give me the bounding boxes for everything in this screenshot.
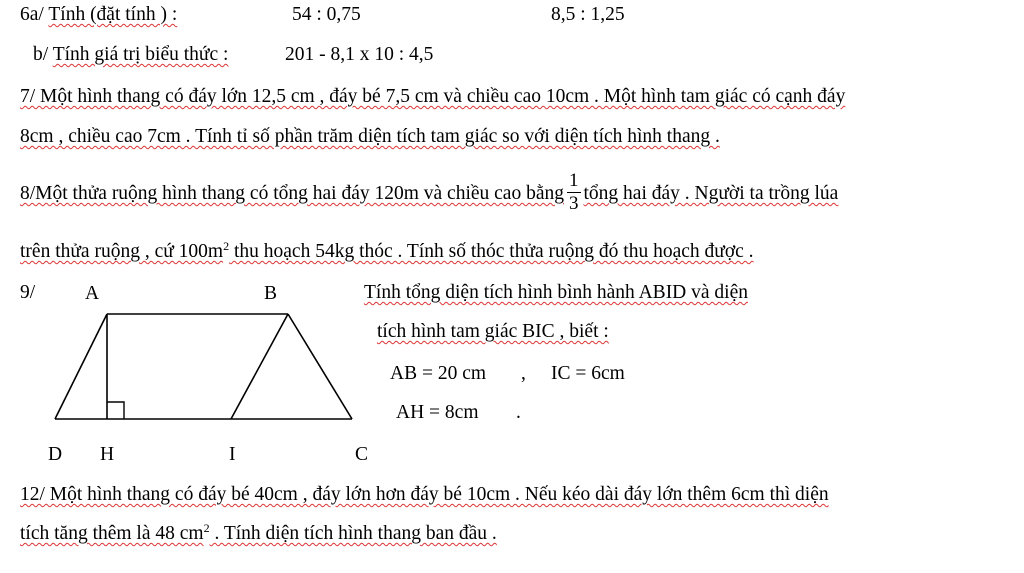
problem-8-text-before: 8/Một thửa ruộng hình thang có tổng hai đáy 120m và chiều cao bằng <box>20 183 564 204</box>
given-ah: AH = 8cm <box>396 402 479 423</box>
problem-8-line2-before: trên thửa ruộng , cứ 100m <box>20 241 224 262</box>
fraction-denominator: 3 <box>569 193 579 215</box>
problem-6b-label: b/ <box>33 44 49 65</box>
problem-12-line2-after: . Tính diện tích hình thang ban đầu . <box>209 523 497 544</box>
problem-9-text-line2: tích hình tam giác BIC , biết : <box>377 321 609 342</box>
point-label-d: D <box>48 444 63 465</box>
point-label-c: C <box>355 444 369 465</box>
problem-6b-title: Tính giá trị biểu thức : <box>52 44 229 65</box>
problem-6a-expr2: 8,5 : 1,25 <box>551 4 625 25</box>
problem-6b-expr: 201 - 8,1 x 10 : 4,5 <box>285 44 434 65</box>
problem-6a-expr1: 54 : 0,75 <box>292 4 361 25</box>
problem-8-text-after: tổng hai đáy . Người ta trồng lúa <box>583 183 839 204</box>
point-label-h: H <box>100 444 115 465</box>
point-label-i: I <box>229 444 236 465</box>
given-ic: IC = 6cm <box>551 363 625 384</box>
problem-9-label: 9/ <box>20 282 36 303</box>
given-ah-period: . <box>516 402 521 423</box>
segment-ad <box>55 314 107 419</box>
fraction-numerator: 1 <box>569 170 579 192</box>
segment-bc <box>288 314 352 419</box>
problem-6a-title: Tính (đặt tính ) : <box>48 4 178 25</box>
problem-12-superscript: 2 <box>203 521 210 535</box>
problem-8-line2-after: thu hoạch 54kg thóc . Tính số thóc thửa ruộng đó thu hoạch được . <box>229 241 754 262</box>
problem-8-superscript: 2 <box>223 239 230 253</box>
problem-12-line1: 12/ Một hình thang có đáy bé 40cm , đáy lớn hơn đáy bé 10cm . Nếu kéo dài đáy lớn thêm 6cm thì diện <box>20 484 829 505</box>
point-label-a: A <box>85 283 100 304</box>
point-label-b: B <box>264 283 278 304</box>
problem-7-line1: 7/ Một hình thang có đáy lớn 12,5 cm , đáy bé 7,5 cm và chiều cao 10cm . Một hình tam giác có cạnh đáy <box>20 86 846 107</box>
right-angle-mark <box>107 402 124 419</box>
problem-6a-label: 6a/ <box>20 4 44 25</box>
problem-7-line2: 8cm , chiều cao 7cm . Tính tỉ số phần trăm diện tích tam giác so với diện tích hình thang . <box>20 126 720 147</box>
segment-bi <box>231 314 288 419</box>
problem-12-line2-before: tích tăng thêm là 48 cm <box>20 523 204 544</box>
problem-12-line2 <box>20 522 497 546</box>
problem-9-text-line1: Tính tổng diện tích hình bình hành ABID và diện <box>364 282 748 303</box>
given-separator: , <box>521 363 526 384</box>
given-ab: AB = 20 cm <box>390 363 487 384</box>
